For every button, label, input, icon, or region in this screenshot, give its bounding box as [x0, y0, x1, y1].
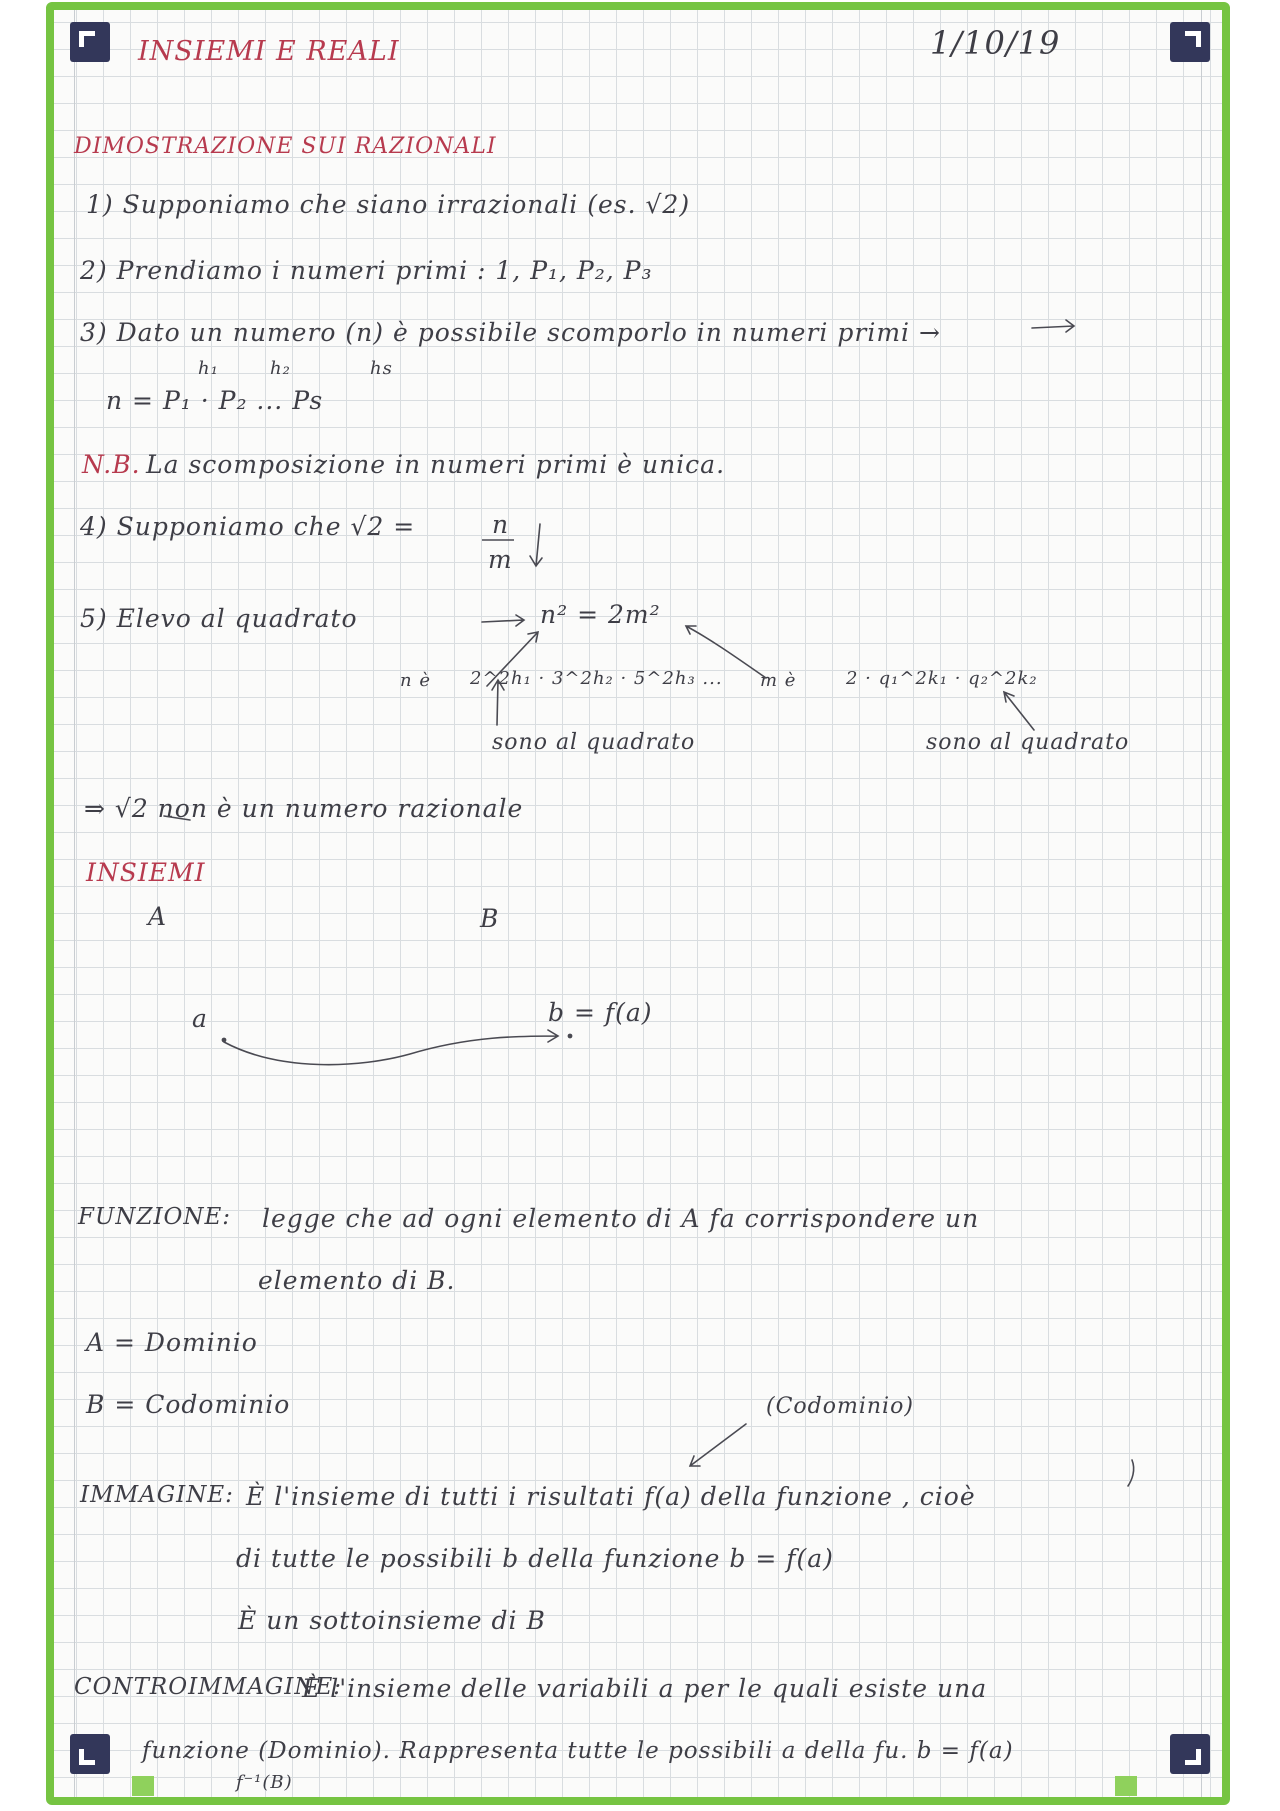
preimage-definition-line-1: È l'insieme delle variabili a per le quali esiste una — [302, 1674, 988, 1703]
exponent-h1: h₁ — [198, 358, 219, 379]
n-factorization: 2^2h₁ · 3^2h₂ · 5^2h₃ ... — [470, 668, 723, 689]
arrow-right-icon — [1032, 320, 1074, 332]
fraction-numerator: n — [492, 510, 510, 539]
set-label-a: A — [148, 902, 168, 931]
image-definition-line-3: È un sottoinsieme di B — [238, 1606, 546, 1635]
image-definition-line-1: È l'insieme di tutti i risultati f(a) della funzione , cioè — [246, 1482, 976, 1511]
domain-definition: A = Dominio — [86, 1328, 258, 1357]
m-factorization: 2 · q₁^2k₁ · q₂^2k₂ — [846, 668, 1038, 689]
factorization-formula: n = P₁ · P₂ ... Ps — [106, 386, 324, 415]
arrow-right-icon — [482, 615, 524, 626]
arrow-curve-icon — [686, 626, 766, 678]
nb-label: N.B. — [82, 450, 141, 479]
preimage-label: CONTROIMMAGINE: — [74, 1674, 343, 1700]
squared-equation: n² = 2m² — [540, 600, 661, 629]
preimage-symbol: f⁻¹(B) — [236, 1772, 293, 1793]
proof-conclusion: ⇒ √2 non è un numero razionale — [84, 794, 524, 823]
codomain-definition: B = Codominio — [86, 1390, 291, 1419]
proof-step-1: 1) Supponiamo che siano irrazionali (es. √2) — [86, 190, 691, 219]
exponent-hs: hs — [370, 358, 393, 379]
arrow-up-icon — [492, 680, 504, 725]
proof-step-2: 2) Prendiamo i numeri primi : 1, P₁, P₂, P₃ — [80, 256, 653, 285]
section-heading-proof: DIMOSTRAZIONE SUI RAZIONALI — [74, 134, 497, 159]
page-title: INSIEMI E REALI — [138, 36, 400, 67]
n-is-label: n è — [400, 670, 431, 691]
m-is-label: m è — [760, 670, 797, 691]
image-definition-line-2: di tutte le possibili b della funzione b = f(a) — [236, 1544, 834, 1573]
mapping-arrow-icon — [224, 1030, 558, 1065]
page-date: 1/10/19 — [930, 24, 1061, 62]
proof-step-4: 4) Supponiamo che √2 = — [80, 512, 416, 541]
fraction-denominator: m — [488, 545, 513, 574]
image-label: IMMAGINE: — [80, 1482, 234, 1508]
element-b: b = f(a) — [548, 998, 653, 1027]
preimage-definition-line-2: funzione (Dominio). Rappresenta tutte le possibili a della fu. b = f(a) — [142, 1738, 1014, 1764]
proof-step-3: 3) Dato un numero (n) è possibile scomporlo in numeri primi → — [80, 318, 941, 347]
arrow-up-left-icon — [1004, 692, 1034, 730]
codomain-note: (Codominio) — [766, 1394, 914, 1419]
arrow-down-icon — [530, 524, 542, 566]
note-squared-right: sono al quadrato — [926, 730, 1130, 755]
note-squared-left: sono al quadrato — [492, 730, 696, 755]
function-definition-line-1: legge che ad ogni elemento di A fa corrispondere un — [262, 1204, 980, 1233]
proof-step-5: 5) Elevo al quadrato — [80, 604, 358, 633]
set-label-b: B — [480, 904, 500, 933]
element-a: a — [192, 1004, 208, 1033]
function-label: FUNZIONE: — [78, 1204, 232, 1230]
exponent-h2: h₂ — [270, 358, 291, 379]
arrow-up-right-icon — [487, 632, 538, 686]
function-definition-line-2: elemento di B. — [258, 1266, 456, 1295]
nb-text: La scomposizione in numeri primi è unica. — [146, 450, 726, 479]
arrow-down-left-icon — [690, 1424, 746, 1466]
section-heading-sets: INSIEMI — [86, 858, 206, 887]
